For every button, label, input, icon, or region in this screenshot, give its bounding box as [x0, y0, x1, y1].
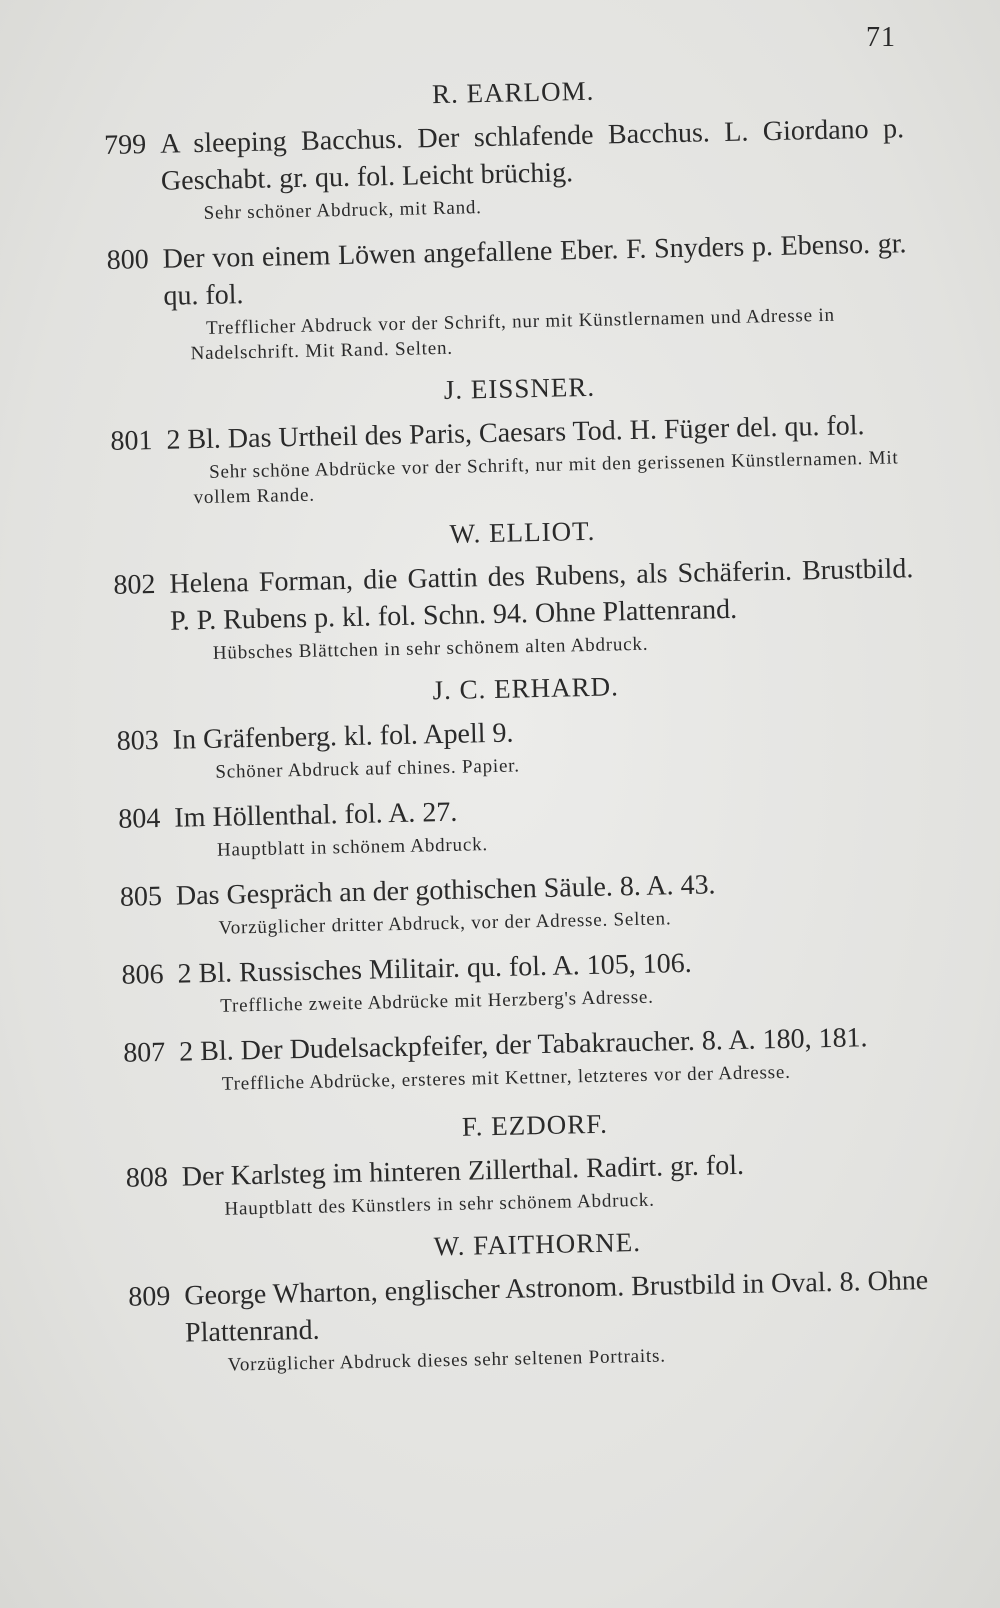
section-faithorne — [127, 1221, 930, 1380]
section-erhard — [115, 665, 924, 1099]
catalog-entry-804 — [118, 784, 919, 865]
catalog-entry-807 — [123, 1018, 924, 1099]
catalog-entry-799 — [104, 110, 906, 228]
entry-note: Hauptblatt in schönem Abdruck. — [216, 834, 489, 861]
artist-heading: J. EISSNER. — [443, 371, 596, 405]
artist-heading: W. ELLIOT. — [449, 515, 596, 549]
entry-title: 2 Bl. Russisches Militair. qu. fol. A. 105, 106. — [177, 947, 692, 990]
catalog-entry-805 — [120, 862, 921, 943]
artist-heading: W. FAITHORNE. — [433, 1226, 642, 1262]
section-elliot — [112, 509, 915, 668]
section-ezdorf — [125, 1102, 927, 1224]
entry-number: 799 — [103, 129, 147, 161]
section-eissner — [109, 365, 912, 512]
entry-note: Hauptblatt des Künstlers in sehr schönem Abdruck. — [224, 1189, 655, 1220]
entry-title: 2 Bl. Der Dudelsackpfeifer, der Tabakraucher. 8. A. 180, 181. — [178, 1022, 868, 1068]
entry-number: 803 — [116, 724, 160, 757]
entry-number: 808 — [125, 1161, 169, 1194]
entry-number: 805 — [119, 880, 163, 913]
entry-title: Der von einem Löwen angefallene Eber. F. Snyders p. Ebenso. gr. qu. fol. — [162, 228, 907, 312]
section-earlom — [103, 69, 909, 368]
entry-note: Schöner Abdruck auf chines. Papier. — [215, 755, 521, 783]
entry-note: Vorzüglicher Abdruck dieses sehr seltenen Portraits. — [227, 1345, 666, 1376]
entry-number: 806 — [121, 958, 164, 991]
entry-title: Das Gespräch an der gothischen Säule. 8. A. 43. — [175, 869, 716, 912]
entry-title: A sleeping Bacchus. Der schlafende Bacchus. L. Giordano p. Geschabt. gr. qu. fol. Leicht brüchig. — [159, 113, 905, 197]
artist-heading: F. EZDORF. — [461, 1108, 609, 1142]
entry-title: 2 Bl. Das Urtheil des Paris, Caesars Tod. H. Füger del. qu. fol. — [166, 410, 865, 456]
entry-number: 800 — [106, 244, 149, 276]
entry-number: 802 — [113, 569, 156, 601]
catalog-entry-806 — [121, 940, 922, 1021]
entry-title: George Wharton, englischer Astronom. Brustbild in Oval. 8. Ohne Plattenrand. — [184, 1264, 929, 1349]
artist-heading: R. EARLOM. — [431, 75, 595, 110]
catalog-entry-808 — [125, 1143, 926, 1224]
entry-number: 807 — [122, 1036, 166, 1069]
catalog-entry-803 — [116, 706, 917, 787]
catalog-entry-800 — [106, 225, 908, 368]
entry-title: Der Karlsteg im hinteren Zillerthal. Radirt. gr. fol. — [181, 1149, 745, 1193]
entry-note: Sehr schöner Abdruck, mit Rand. — [203, 197, 482, 224]
catalog-content — [103, 69, 930, 1393]
entry-note: Sehr schöne Abdrücke vor der Schrift, nur mit den gerissenen Künstlernamen. Mit vollem Rande. — [193, 447, 899, 509]
entry-note: Trefflicher Abdruck vor der Schrift, nur mit Künstlernamen und Adresse in Nadelschrift. Mit Rand. Selten. — [190, 304, 836, 365]
entry-title: Helena Forman, die Gattin des Rubens, als Schäferin. Brustbild. P. P. Rubens p. kl. fol. Schn. 94. Ohne Plattenrand. — [169, 553, 914, 637]
entry-number: 801 — [110, 425, 153, 457]
page-number: 71 — [866, 22, 896, 53]
entry-note: Vorzüglicher dritter Abdruck, vor der Adresse. Selten. — [218, 908, 672, 939]
entry-note: Treffliche zweite Abdrücke mit Herzberg's Adresse. — [220, 986, 654, 1017]
entry-note: Treffliche Abdrücke, ersteres mit Kettner, letzteres vor der Adresse. — [221, 1061, 791, 1095]
entry-number: 809 — [128, 1280, 171, 1313]
entry-title: Im Höllenthal. fol. A. 27. — [174, 796, 458, 834]
catalog-entry-802 — [113, 550, 915, 668]
artist-heading: J. C. ERHARD. — [432, 671, 620, 706]
catalog-entry-809 — [128, 1262, 930, 1380]
entry-note: Hübsches Blättchen in sehr schönem alten Abdruck. — [212, 633, 649, 664]
catalog-entry-801 — [110, 406, 912, 512]
entry-title: In Gräfenberg. kl. fol. Apell 9. — [172, 717, 514, 756]
entry-number: 804 — [118, 802, 161, 835]
